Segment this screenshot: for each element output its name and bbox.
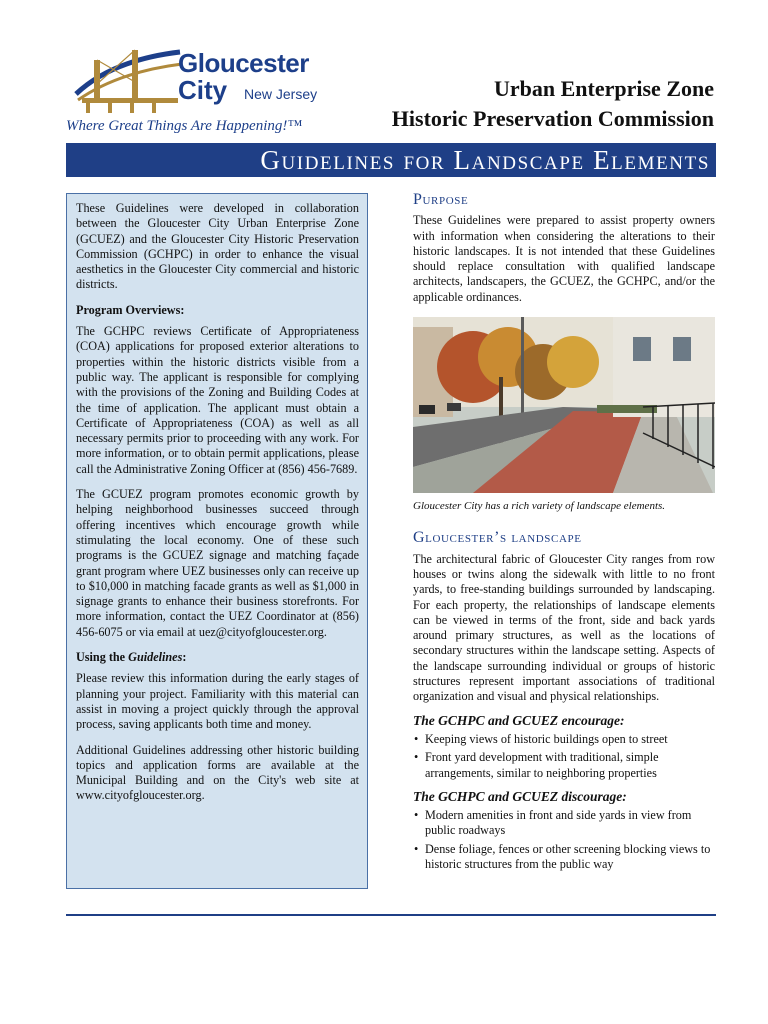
using-heading-suffix: : [182,650,187,665]
landscape-heading: Gloucester’s landscape [413,529,582,547]
list-item: • Front yard development with traditional, simple arrangements, similar to neighboring properties [425,750,715,781]
logo-state: New Jersey [244,86,318,102]
logo-city-word: City [178,75,228,105]
list-item: • Dense foliage, fences or other screening blocking views to historic structures from the public way [425,842,715,873]
street-photo [413,317,715,493]
list-item: • Modern amenities in front and side yards in view from public roadways [425,808,715,839]
encourage-heading: The GCHPC and GCUEZ encourage: [413,712,625,728]
program-paragraph-gcuez: The GCUEZ program promotes economic growth by helping neighborhood businesses succeed through offering incentives which encourage growth while stimulating the local economy. One of these such programs is the GCUEZ signage and matching façade grant program where UEZ businesses only can receive up to $10,000 in matching facade grants as well as $1,000 in signage grants to enhance their business storefronts. For more information, contact the UEZ Coordinator at (856) 456-6075 or via email at uez@cityofgloucester.org. [76,487,359,639]
info-sidebar [66,193,368,889]
header-title-uez: Urban Enterprise Zone [494,76,714,101]
logo-city-name: Gloucester [178,48,309,78]
bridge-logo-icon [72,42,184,116]
list-item: • Keeping views of historic buildings open to street [425,732,715,747]
purpose-heading: Purpose [413,191,469,208]
main-column [413,192,715,875]
header-title-hpc: Historic Preservation Commission [391,106,714,131]
city-logo [66,40,326,140]
using-heading-prefix: Using the [76,650,129,665]
using-heading [76,650,359,665]
logo-tagline: Where Great Things Are Happening!™ [66,118,303,134]
using-heading-italic: Guidelines [128,650,183,665]
program-heading: Program Overviews: [76,302,185,317]
footer-divider [66,914,716,916]
encourage-list [413,732,715,781]
using-paragraph-2: Additional Guidelines addressing other historic building topics and application forms are available at the Municipal Building and on the City's web site at www.cityofgloucester.org. [76,742,359,803]
landscape-text: The architectural fabric of Gloucester City ranges from row houses or twins along the sidewalk with little to no front yards, to free-standing buildings surrounded by landscaping. For each property, the relationships of landscape elements can be viewed in terms of the front, side and back yards around primary structures, as well as the locations of secondary structures within the landscape setting. Aspects of the landscape surrounding individual or groups of historic structures represent important associations of traditional organization and visual and physical relationships. [413,551,715,704]
discourage-list [413,808,715,872]
page-title: Guidelines for Landscape Elements [260,145,710,175]
purpose-text: These Guidelines were prepared to assist property owners with information when considering the alterations to their historic landscapes. It is not intended that these Guidelines should replace consultation with qualified landscape architects, landscapers, the GCUEZ, the GCHPC, and/or the applicable ordinances. [413,213,715,304]
sidebar-intro: These Guidelines were developed in collaboration between the Gloucester City Urban Enterprise Zone (GCUEZ) and the Gloucester City Historic Preservation Commission (GCHPC) in order to enhance the visual aesthetics in the Gloucester City commercial and historic districts. [76,201,359,292]
discourage-heading: The GCHPC and GCUEZ discourage: [413,788,627,804]
title-banner [66,143,716,177]
program-paragraph-gchpc: The GCHPC reviews Certificate of Appropriateness (COA) applications for proposed exterior alterations to properties within the historic districts visible from a public way. The applicant is responsible for complying with the provisions of the Zoning and Building Codes at the time of application. The applicant must obtain a Certificate of Appropriateness (COA) as well as all necessary permits prior to proceeding with any work. For more information, or to obtain permit applications, please call the Administrative Zoning Officer at (856) 456-7689. [76,324,359,476]
photo-caption: Gloucester City has a rich variety of landscape elements. [413,500,666,513]
using-paragraph-1: Please review this information during the early stages of planning your project. Familiarity with this material can assist in moving a project quickly through the approval process, saving applicants both time and money. [76,671,359,732]
